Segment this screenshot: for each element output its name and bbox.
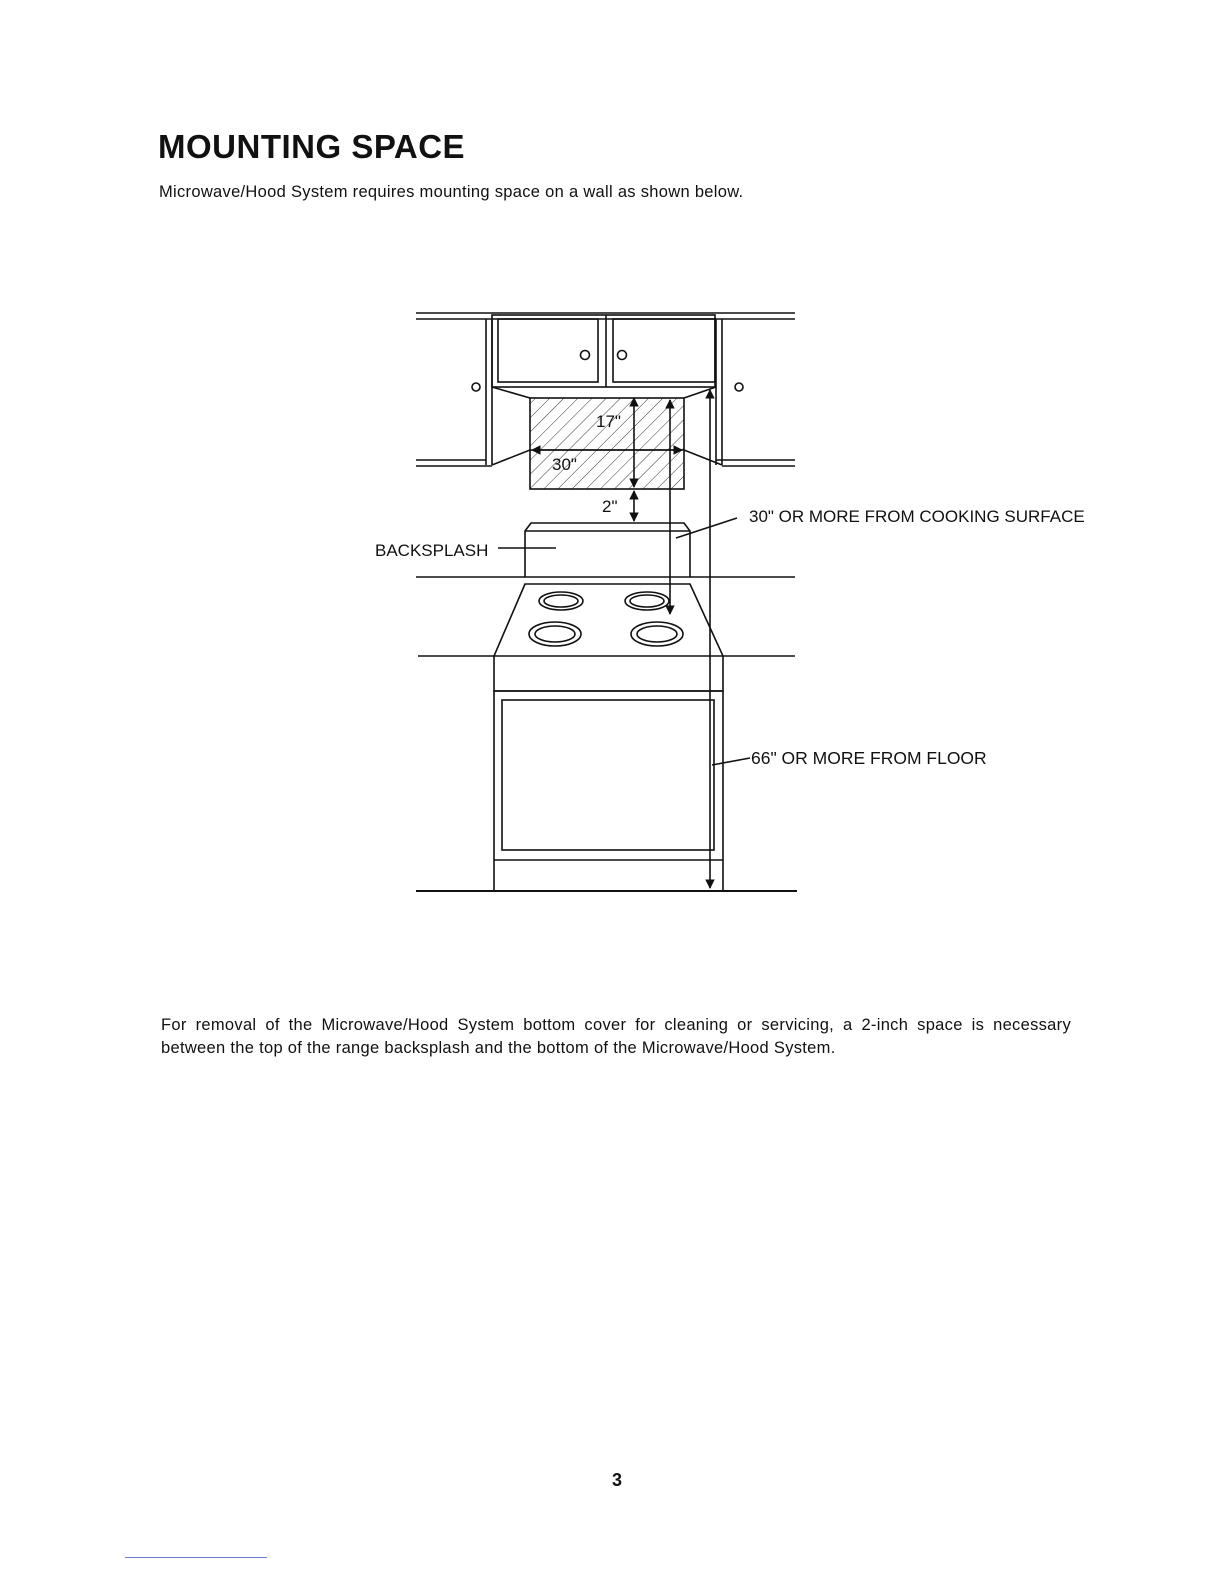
- page-number: 3: [612, 1470, 623, 1490]
- dimension-2-label: 2": [602, 497, 618, 516]
- cabinet-knob: [472, 383, 480, 391]
- oven-door: [502, 700, 714, 850]
- page-title: MOUNTING SPACE: [158, 128, 466, 165]
- dimension-17-label: 17": [596, 412, 621, 431]
- burner: [631, 622, 683, 646]
- burner: [625, 592, 669, 610]
- dimension-30-label: 30": [552, 455, 577, 474]
- cabinet-knob: [581, 351, 590, 360]
- cabinet-knob: [735, 383, 743, 391]
- footer-rule: [125, 1557, 267, 1558]
- backsplash-label: BACKSPLASH: [375, 541, 489, 560]
- intro-text: Microwave/Hood System requires mounting space on a wall as shown below.: [159, 183, 744, 201]
- burner: [539, 592, 583, 610]
- range-body: [494, 691, 723, 891]
- cabinet-knob: [618, 351, 627, 360]
- burner: [529, 622, 581, 646]
- removal-note: For removal of the Microwave/Hood System bottom cover for cleaning or servicing, a 2-inch space is necessary between the top of the range backsplash and the bottom of the Microwave/Hood System.: [161, 1016, 1071, 1057]
- range-cooktop: [494, 584, 723, 691]
- cooking-surface-label: 30" OR MORE FROM COOKING SURFACE: [749, 507, 1085, 526]
- floor-label: 66" OR MORE FROM FLOOR: [751, 748, 987, 768]
